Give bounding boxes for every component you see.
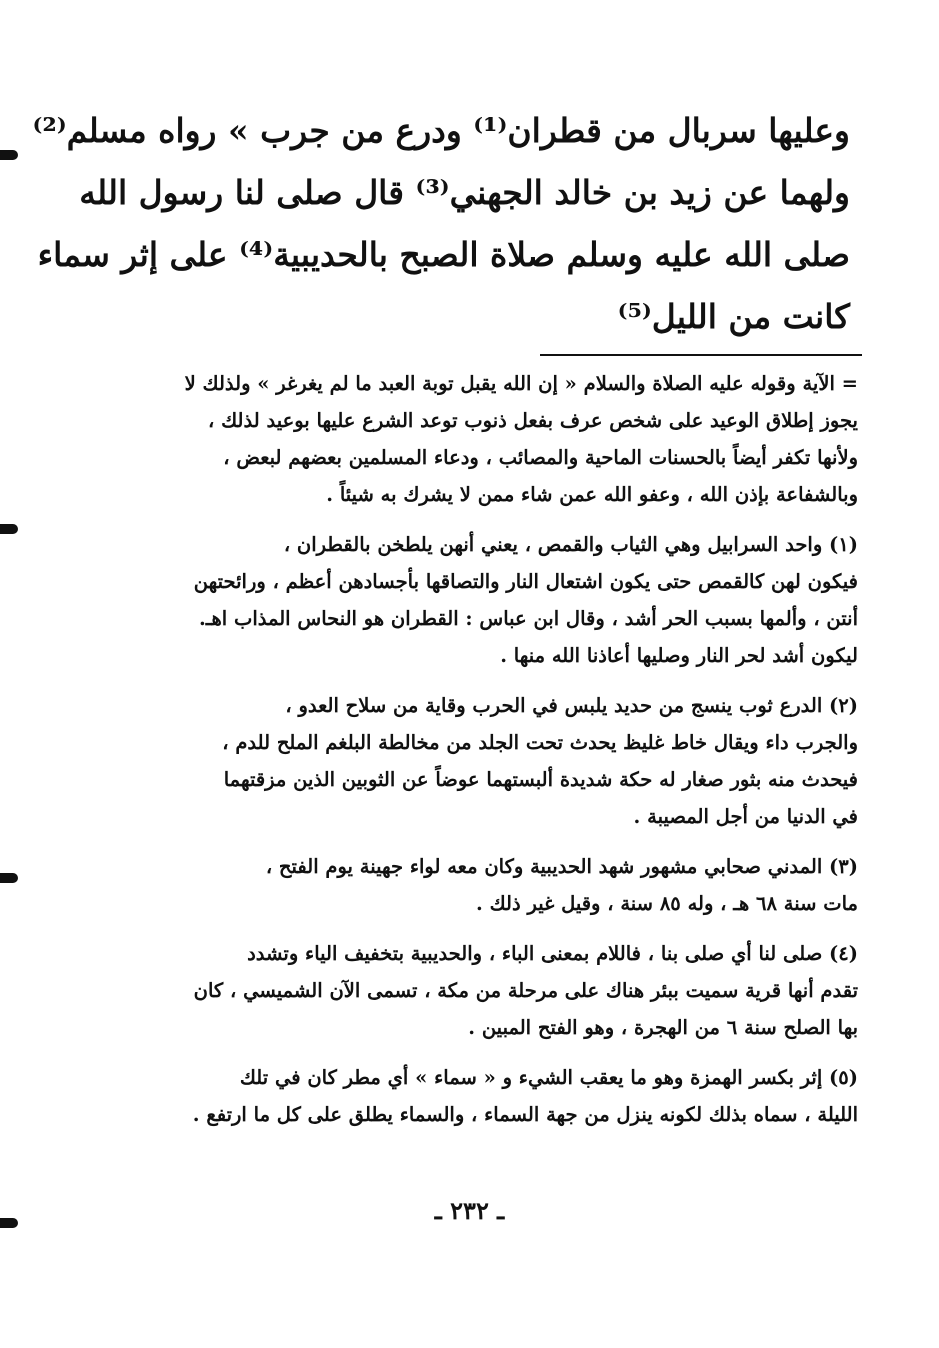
main-text-line: ولهما عن زيد بن خالد الجهني⁽³⁾ قال صلى لنا رسول الله (79, 173, 850, 212)
footnote-4 (130, 935, 858, 1046)
footnote-line: بها الصلح سنة ٦ من الهجرة ، وهو الفتح المبين . (468, 1016, 858, 1039)
footnote-line: في الدنيا من أجل المصيبة . (633, 805, 858, 828)
footnote-line: مات سنة ٦٨ هـ ، وله ٨٥ سنة ، وقيل غير ذلك . (476, 892, 858, 915)
footnote-line: تقدم أنها قرية سميت ببئر هناك على مرحلة من مكة ، تسمى الآن الشميسي ، كان (193, 979, 858, 1002)
footnote-2 (130, 687, 858, 835)
page-number: ـ ٢٣٢ ـ (434, 1196, 505, 1225)
main-text-line: صلى الله عليه وسلم صلاة الصبح بالحديبية⁽⁴⁾ على إثر سماء (37, 235, 850, 274)
footnote-3 (130, 848, 858, 922)
footnote-line: = الآية وقوله عليه الصلاة والسلام « إن الله يقبل توبة العبد ما لم يغرغر » ولذلك لا (184, 372, 858, 395)
footnote-line: (٥) إثر بكسر الهمزة وهو ما يعقب الشيء و « سماء » أي مطر كان في تلك (239, 1066, 858, 1089)
footnote-1 (130, 526, 858, 674)
footnote-line: يجوز إطلاق الوعيد على شخص عرف بفعل ذنوب توعد الشرع عليها بوعيد لذلك ، (208, 409, 858, 432)
footnote-line: أنتن ، وألمها بسبب الحر أشد ، وقال ابن عباس : القطران هو النحاس المذاب اهـ. (198, 607, 858, 630)
footnote-line: ولأنها تكفر أيضاً بالحسنات الماحية والمصائب ، ودعاء المسلمين بعضهم لبعض ، (223, 446, 858, 469)
footnote-line: فيكون لهن كالقمص حتى يكون اشتعال النار والتصاقها بأجسادهن أعظم ، ورائحتهن (193, 570, 858, 593)
footnote-line: (٢) الدرع ثوب ينسج من حديد يلبس في الحرب وقاية من سلاح العدو ، (285, 694, 858, 717)
footnote-separator (540, 354, 862, 356)
footnote-line: (١) واحد السرابيل وهي الثياب والقمص ، يعني أنهن يلطخن بالقطران ، (283, 533, 858, 556)
scan-margin-mark (0, 524, 18, 534)
scan-margin-mark (0, 873, 18, 883)
footnote-line: ليكون أشد لحر النار وصليها أعاذنا الله منها . (500, 644, 858, 667)
main-text-line: كانت من الليل⁽⁵⁾ (617, 297, 850, 336)
footnote-line: (٣) المدني صحابي مشهور شهد الحديبية وكان معه لواء جهينة يوم الفتح ، (265, 855, 858, 878)
footnote-line: (٤) صلى لنا أي صلى بنا ، فاللام بمعنى الباء ، والحديبية بتخفيف الياء وتشدد (247, 942, 858, 965)
footnote-line: فيحدث منه بثور صغار له حكة شديدة ألبستهما عوضاً عن الثوبين الذين مزقتهما (223, 768, 858, 791)
footnote-5 (130, 1059, 858, 1133)
footnote-line: الليلة ، سماه بذلك لكونه ينزل من جهة السماء ، والسماء يطلق على كل ما ارتفع . (192, 1103, 858, 1126)
footnote-line: وبالشفاعة بإذن الله ، وعفو الله عمن شاء ممن لا يشرك به شيئاً . (326, 483, 858, 506)
footnote-line: والجرب داء ويقال خاط غليظ يحدث تحت الجلد من مخالطة البلغم الملح للدم ، (222, 731, 858, 754)
scan-margin-mark (0, 150, 18, 160)
main-text (32, 100, 850, 348)
main-text-line: وعليها سربال من قطران⁽¹⁾ ودرع من جرب » رواه مسلم⁽²⁾ (32, 111, 850, 150)
footnote-continuation (130, 365, 858, 513)
footnotes (130, 365, 858, 1146)
